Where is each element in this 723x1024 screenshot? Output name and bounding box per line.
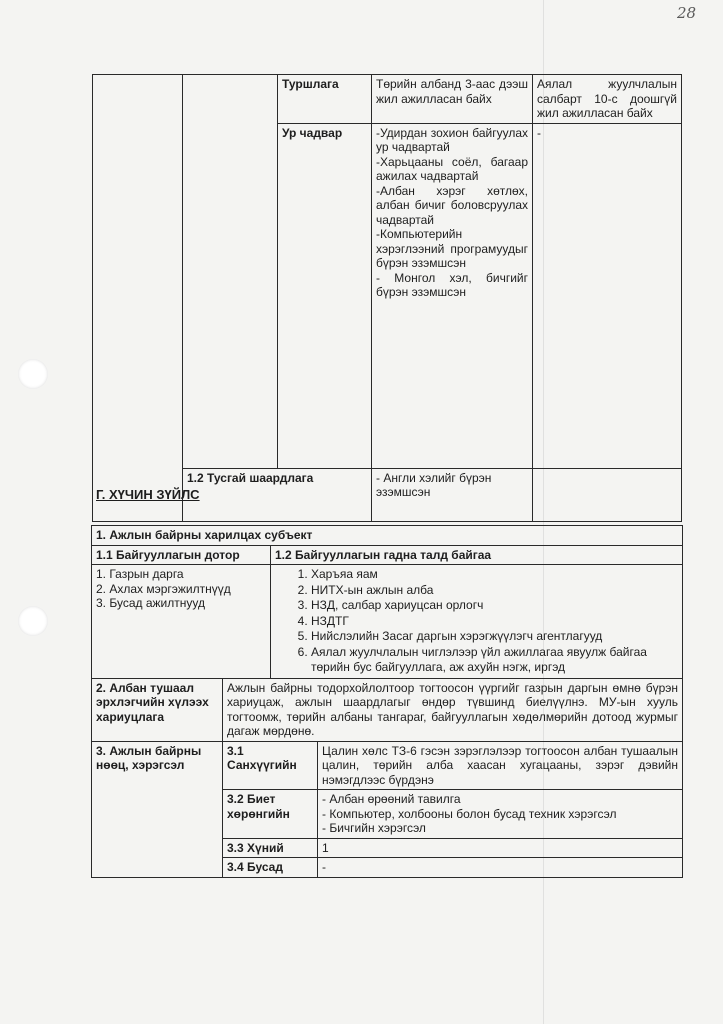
list-item: 5. Нийслэлийн Засаг даргын хэрэгжүүлэгч агентлагууд (311, 629, 678, 645)
resource-physical-value: - Албан өрөөний тавилга - Компьютер, холбооны болон бусад техник хэрэгсэл - Бичгийн хэрэгсэл (318, 790, 683, 839)
list-item: 1. Харъяа яам (311, 567, 678, 583)
resources-label: 3. Ажлын байрны нөөц, хэрэгсэл (92, 741, 223, 877)
resource-financial-value: Цалин хөлс ТЗ-6 гэсэн зэрэглэлээр тогтоосон албан тушаалын цалин, төрийн алба хаасан хугацааны, зэрэг дэвийн нэмэгдлээс бүрдэнэ (318, 741, 683, 790)
list-item: 6. Аялал жуулчлалын чиглэлээр үйл ажиллагаа явуулж байгаа төрийн бус байгууллага, аж ахуйн нэгж, иргэд (311, 645, 678, 676)
special-requirement-value: - Англи хэлийг бүрэн эзэмшсэн (372, 468, 533, 521)
external-list (271, 565, 683, 679)
list-item: 4. НЗДТГ (311, 614, 678, 630)
accountability-label: 2. Албан тушаал эрхлэгчийн хүлээх хариуцлага (92, 678, 223, 741)
list-item: 3. Бусад ажилтнууд (96, 596, 205, 610)
empty-cell (183, 75, 278, 469)
skills-label: Ур чадвар (278, 123, 372, 468)
list-item: 2. НИТХ-ын ажлын алба (311, 583, 678, 599)
special-requirement-label: 1.2 Тусгай шаардлага (183, 468, 372, 521)
page-number: 28 (677, 4, 697, 22)
skills-requirement: -Удирдан зохион байгуулах ур чадвартай -Харьцааны соёл, багаар ажилах чадвартай -Албан хэрэг хөтлөх, албан бичиг боловсруулах чадвартай -Компьютерийн хэрэглээний програмуудыг бүрэн эзэмшсэн - Монгол хэл, бичгийг бүрэн эзэмшсэн (372, 123, 533, 468)
external-header: 1.2 Байгууллагын гадна талд байгаа (271, 545, 683, 565)
resource-other-value: - (318, 858, 683, 878)
resource-human-label: 3.3 Хүний (223, 838, 318, 858)
resource-other-label: 3.4 Бусад (223, 858, 318, 878)
experience-requirement: Төрийн албанд 3-аас дээш жил ажилласан байх (372, 75, 533, 124)
experience-preferred: Аялал жуулчлалын салбарт 10-с доошгүй жил ажилласан байх (533, 75, 682, 124)
list-item: 3. НЗД, салбар хариуцсан орлогч (311, 598, 678, 614)
skills-preferred: - (533, 123, 682, 468)
requirements-table (92, 74, 682, 522)
empty-cell (93, 75, 183, 522)
internal-list (92, 565, 271, 679)
experience-label: Туршлага (278, 75, 372, 124)
resource-physical-label: 3.2 Биет хөрөнгийн (223, 790, 318, 839)
experience-row (93, 75, 682, 124)
factors-table (91, 525, 683, 878)
list-item: 1. Газрын дарга (96, 567, 184, 581)
resource-financial-label: 3.1 Санхүүгийн (223, 741, 318, 790)
table-title: 1. Ажлын байрны харилцах субъект (92, 526, 683, 546)
internal-header: 1.1 Байгууллагын дотор (92, 545, 271, 565)
punch-hole (18, 359, 48, 389)
resource-human-value: 1 (318, 838, 683, 858)
section-heading: Г. ХҮЧИН ЗҮЙЛС (96, 487, 200, 502)
accountability-text: Ажлын байрны тодорхойлолтоор тогтоосон үүргийг газрын даргын өмнө бүрэн хариуцаж, ажлын шаардлагыг өндөр түвшинд биелүүлнэ. МУ-ын хууль тогтоомж, төрийн албаны тангараг, байгууллагын хөдөлмөрийн дотоод журмыг дагаж мөрдөнө. (223, 678, 683, 741)
punch-hole (18, 606, 48, 636)
special-requirement-preferred (533, 468, 682, 521)
list-item: 2. Ахлах мэргэжилтнүүд (96, 581, 231, 596)
